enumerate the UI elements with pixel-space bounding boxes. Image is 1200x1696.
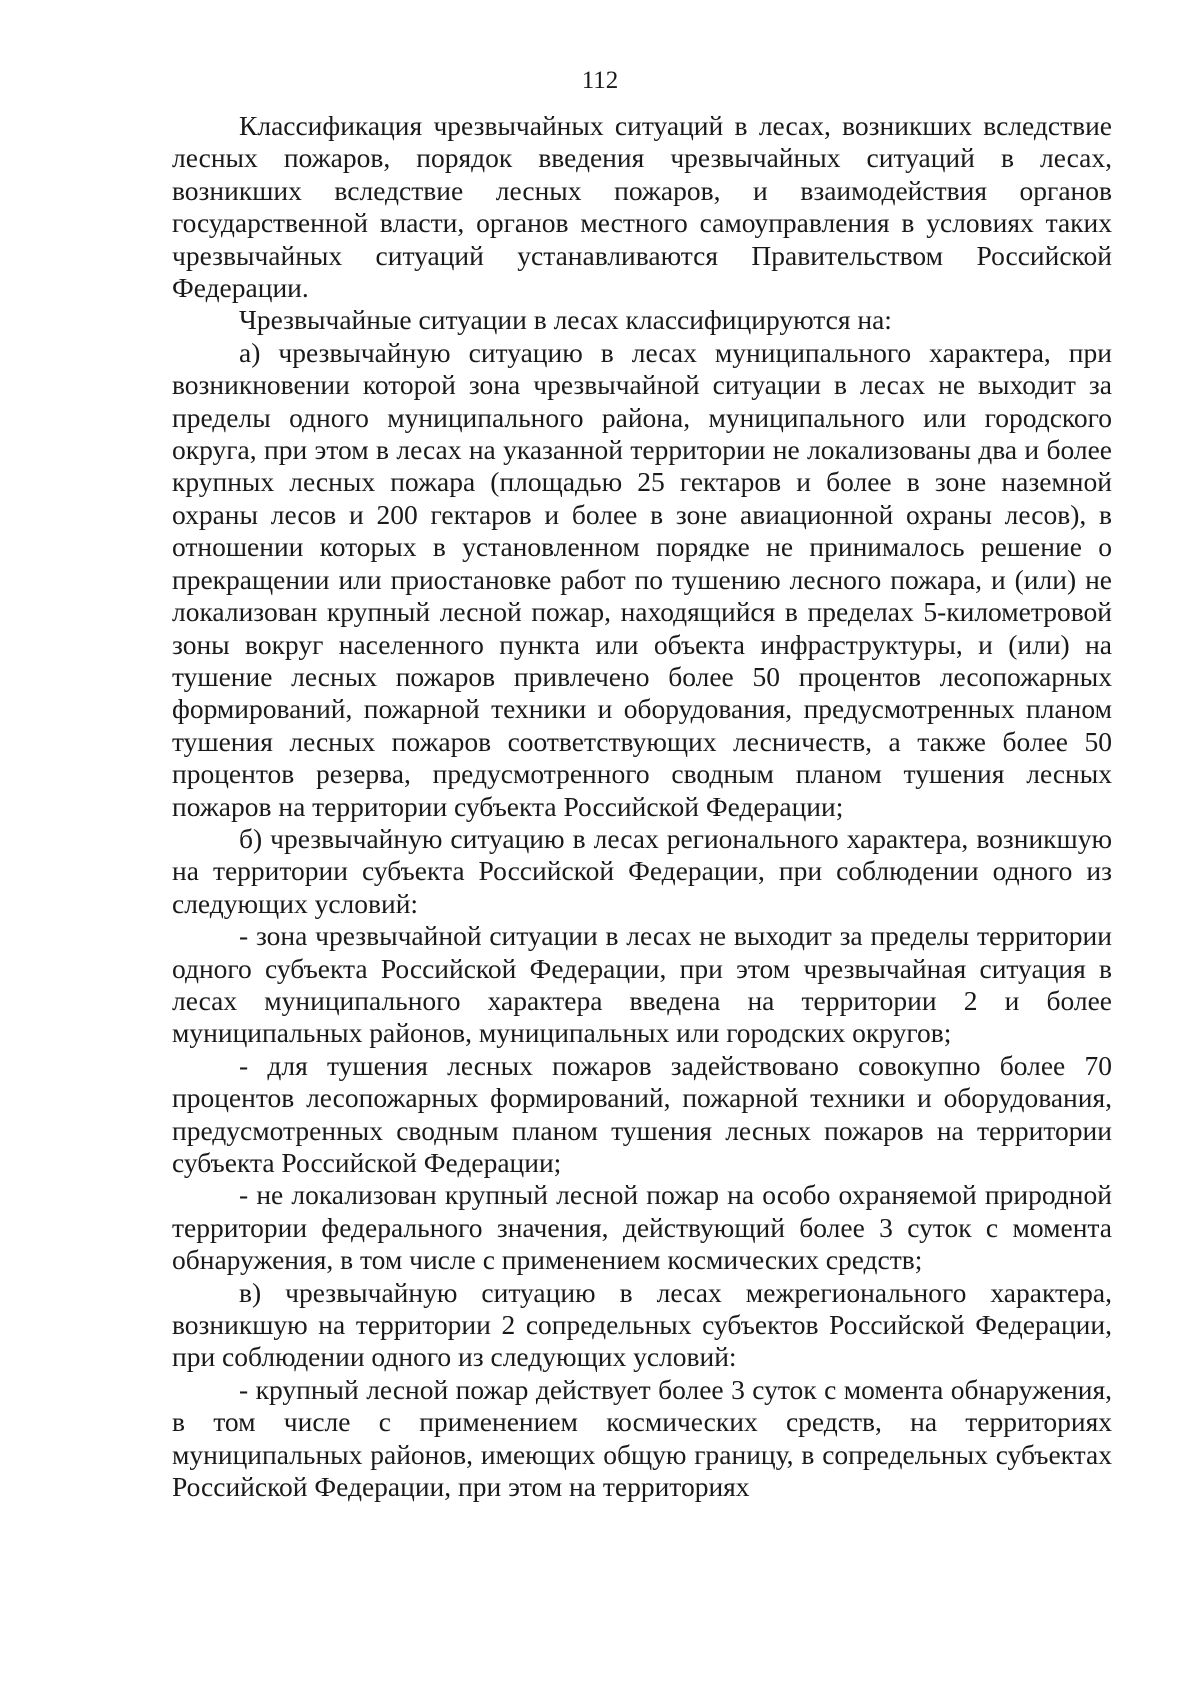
page-number: 112 [581, 67, 619, 94]
paragraph-item-b-regional: б) чрезвычайную ситуацию в лесах регионального характера, возникшую на территории субъекта Российской Федерации, при соблюдении одного из следующих условий: [172, 822, 1112, 919]
document-body [172, 110, 1112, 1503]
paragraph-condition-b1: - зона чрезвычайной ситуации в лесах не выходит за пределы территории одного субъекта Российской Федерации, при этом чрезвычайная ситуация в лесах муниципального характера введена на территории 2 и более муниципальных районов, муниципальных или городских округов; [172, 920, 1112, 1049]
paragraph-item-a-municipal: а) чрезвычайную ситуацию в лесах муниципального характера, при возникновении которой зона чрезвычайной ситуации в лесах не выходит за пределы одного муниципального района, муниципального или городского округа, при этом в лесах на указанной территории не локализованы два и более крупных лесных пожара (площадью 25 гектаров и более в зоне наземной охраны лесов и 200 гектаров и более в зоне авиационной охраны лесов), в отношении которых в установленном порядке не принималось решение о прекращении или приостановке работ по тушению лесного пожара, и (или) не локализован крупный лесной пожар, находящийся в пределах 5-километровой зоны вокруг населенного пункта или объекта инфраструктуры, и (или) на тушение лесных пожаров привлечено более 50 процентов лесопожарных формирований, пожарной техники и оборудования, предусмотренных планом тушения лесных пожаров соответствующих лесничеств, а также более 50 процентов резерва, предусмотренного сводным планом тушения лесных пожаров на территории субъекта Российской Федерации; [172, 336, 1112, 822]
paragraph-classification-lead: Чрезвычайные ситуации в лесах классифицируются на: [239, 304, 892, 336]
paragraph-condition-b3: - не локализован крупный лесной пожар на особо охраняемой природной территории федерального значения, действующий более 3 суток с момента обнаружения, в том числе с применением космических средств; [172, 1179, 1112, 1276]
paragraph-condition-b2: - для тушения лесных пожаров задействовано совокупно более 70 процентов лесопожарных формирований, пожарной техники и оборудования, предусмотренных сводным планом тушения лесных пожаров на территории субъекта Российской Федерации; [172, 1049, 1112, 1178]
paragraph-condition-v1: - крупный лесной пожар действует более 3 суток с момента обнаружения, в том числе с применением космических средств, на территориях муниципальных районов, имеющих общую границу, в сопредельных субъектах Российской Федерации, при этом на территориях [172, 1373, 1112, 1503]
paragraph-item-v-interregional: в) чрезвычайную ситуацию в лесах межрегионального характера, возникшую на территории 2 сопредельных субъектов Российской Федерации, при соблюдении одного из следующих условий: [172, 1276, 1112, 1373]
paragraph-intro: Классификация чрезвычайных ситуаций в лесах, возникших вследствие лесных пожаров, порядок введения чрезвычайных ситуаций в лесах, возникших вследствие лесных пожаров, и взаимодействия органов государственной власти, органов местного самоуправления в условиях таких чрезвычайных ситуаций устанавливаются Правительством Российской Федерации. [172, 110, 1112, 304]
